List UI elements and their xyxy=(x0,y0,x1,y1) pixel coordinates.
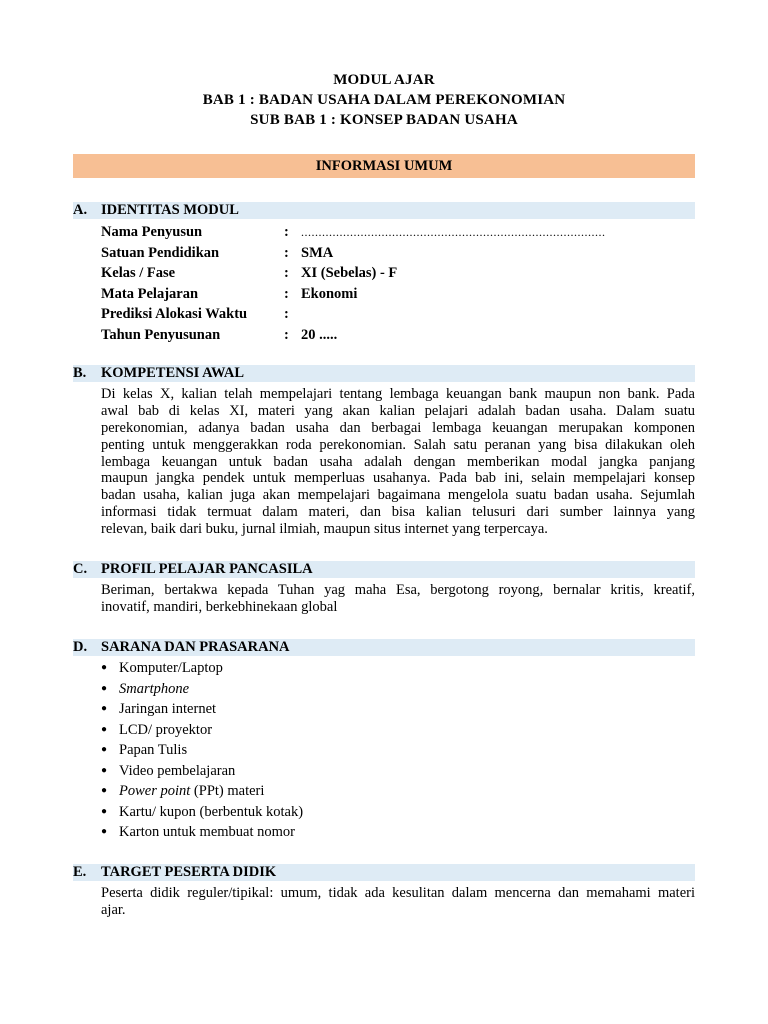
section-d-header xyxy=(73,639,695,656)
bullet-icon: ● xyxy=(101,744,108,755)
section-c-title: PROFIL PELAJAR PANCASILA xyxy=(101,561,313,577)
paragraph-line: ajar. xyxy=(101,901,126,918)
section-b-letter: B. xyxy=(73,365,87,381)
list-item-text: Komputer/Laptop xyxy=(119,660,223,676)
list-item-text: Jaringan internet xyxy=(119,701,217,717)
paragraph-line: penting untuk menggerakkan roda perekonomian. Salah satu peranan yang bisa dilakukan oleh xyxy=(101,436,695,453)
section-b-title: KOMPETENSI AWAL xyxy=(101,365,245,381)
list-item-text: Video pembelajaran xyxy=(119,762,236,779)
paragraph-line: lembaga keuangan untuk badan usaha adalah dengan memberikan modal jangka panjang xyxy=(101,453,695,470)
identity-label: Kelas / Fase xyxy=(101,265,176,282)
identity-label: Mata Pelajaran xyxy=(101,285,199,302)
list-item xyxy=(101,720,695,741)
paragraph-line: badan usaha, kalian juga akan mempelajari bagaimana mengelola suatu badan usaha. Sejumlah xyxy=(101,487,695,504)
list-item xyxy=(101,658,695,679)
section-d-letter: D. xyxy=(73,639,88,655)
identity-value: Ekonomi xyxy=(301,285,358,302)
identity-value: SMA xyxy=(301,244,334,261)
list-item-text: Power point (PPt) materi xyxy=(119,783,265,799)
bullet-icon: ● xyxy=(101,662,108,673)
target-students-paragraph xyxy=(101,885,695,919)
section-e-header xyxy=(73,864,695,881)
section-e-title: TARGET PESERTA DIDIK xyxy=(101,864,277,880)
paragraph-line: awal bab di kelas XI, materi yang akan kalian pelajari adalah badan usaha. Dalam suatu xyxy=(101,402,695,419)
module-identity-table xyxy=(101,222,701,346)
identity-row xyxy=(101,222,701,243)
identity-value: 20 ..... xyxy=(301,326,338,343)
list-item-text: Papan Tulis xyxy=(119,742,188,758)
identity-row xyxy=(101,325,701,346)
identity-value: ....................................................................................... xyxy=(301,225,606,239)
identity-row xyxy=(101,263,701,284)
paragraph-line: Peserta didik reguler/tipikal: umum, tidak ada kesulitan dalam mencerna dan memahami materi xyxy=(101,885,695,901)
list-item xyxy=(101,699,695,720)
list-item-text: LCD/ proyektor xyxy=(119,721,213,738)
paragraph-line: inovatif, mandiri, berkebhinekaan global xyxy=(101,598,338,615)
pancasila-profile-paragraph xyxy=(101,582,695,616)
identity-colon: : xyxy=(284,306,289,323)
bullet-icon: ● xyxy=(101,826,108,837)
module-title: MODUL AJAR xyxy=(333,72,435,88)
identity-colon: : xyxy=(284,224,289,240)
bullet-icon: ● xyxy=(101,764,108,776)
bullet-icon: ● xyxy=(101,723,108,735)
initial-competence-paragraph xyxy=(101,386,695,538)
subchapter-title: SUB BAB 1 : KONSEP BADAN USAHA xyxy=(250,112,518,128)
identity-colon: : xyxy=(284,265,289,282)
list-item-text: Smartphone xyxy=(119,680,190,697)
identity-colon: : xyxy=(284,285,289,302)
bullet-icon: ● xyxy=(101,805,108,817)
identity-label: Tahun Penyusunan xyxy=(101,326,221,343)
section-c-letter: C. xyxy=(73,561,88,577)
identity-label: Nama Penyusun xyxy=(101,224,203,240)
section-a-letter: A. xyxy=(73,202,88,218)
list-item-text: Kartu/ kupon (berbentuk kotak) xyxy=(119,803,304,820)
identity-colon: : xyxy=(284,244,289,261)
identity-row xyxy=(101,243,701,264)
list-item xyxy=(101,761,695,782)
section-c-header xyxy=(73,561,695,578)
identity-label: Satuan Pendidikan xyxy=(101,244,220,261)
list-item xyxy=(101,822,695,843)
list-item xyxy=(101,781,695,802)
paragraph-line: relevan, baik dari buku, jurnal ilmiah, maupun situs internet yang terpercaya. xyxy=(101,521,548,538)
section-a-header xyxy=(73,202,695,219)
paragraph-line: Beriman, bertakwa kepada Tuhan yag maha Esa, bergotong royong, bernalar kritis, kreatif, xyxy=(101,582,695,598)
list-item xyxy=(101,802,695,823)
bullet-icon: ● xyxy=(101,703,108,714)
list-item-text: Karton untuk membuat nomor xyxy=(119,824,295,840)
list-item xyxy=(101,679,695,700)
paragraph-line: informasi tidak termuat dalam materi, dan bisa kalian telusuri dari sumber lainnya yang xyxy=(101,504,695,521)
document-header xyxy=(0,70,768,130)
facilities-list xyxy=(101,658,695,843)
identity-label: Prediksi Alokasi Waktu xyxy=(101,306,248,323)
section-e-letter: E. xyxy=(73,864,87,880)
paragraph-line: Di kelas X, kalian telah mempelajari tentang lembaga keuangan bank maupun non bank. Pada xyxy=(101,386,695,402)
paragraph-line: maupun jangka pendek untuk memperluas usahanya. Pada bab ini, selain mempelajari konsep xyxy=(101,470,695,487)
identity-value: XI (Sebelas) - F xyxy=(301,265,398,282)
bullet-icon: ● xyxy=(101,785,108,796)
identity-row xyxy=(101,284,701,305)
identity-colon: : xyxy=(284,326,289,343)
paragraph-line: perekonomian, adanya badan usaha dan berbagai lembaga keuangan merupakan komponen xyxy=(101,419,695,436)
general-info-banner: INFORMASI UMUM xyxy=(73,154,695,178)
list-item xyxy=(101,740,695,761)
bullet-icon: ● xyxy=(101,682,108,694)
chapter-title: BAB 1 : BADAN USAHA DALAM PEREKONOMIAN xyxy=(202,92,566,108)
section-a-title: IDENTITAS MODUL xyxy=(101,202,239,218)
section-b-header xyxy=(73,365,695,382)
identity-row xyxy=(101,304,701,325)
section-d-title: SARANA DAN PRASARANA xyxy=(101,639,290,655)
